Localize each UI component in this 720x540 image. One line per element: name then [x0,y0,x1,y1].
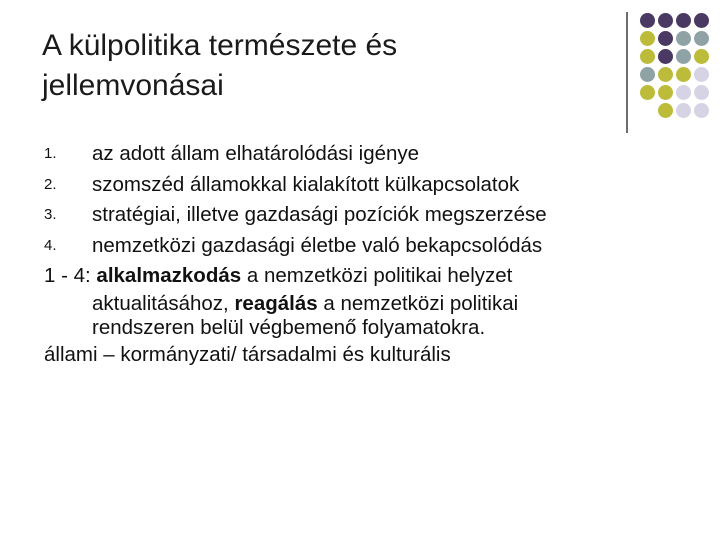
summary-prefix: 1 - 4: [44,264,97,287]
list-item-number: 2. [44,175,57,193]
decorative-dot [640,85,655,100]
decorative-dot [658,85,673,100]
list-item-text: szomszéd államokkal kialakított külkapcsolatok [92,172,520,196]
decorative-dot [658,31,673,46]
decorative-dot [694,31,709,46]
summary-bold-reaction: reagálás [234,291,318,315]
list-item [44,139,714,170]
decorative-dot [676,13,691,28]
summary-bold-adaptation: alkalmazkodás [96,264,242,287]
slide-title [42,26,602,106]
decorative-dot [676,49,691,64]
decorative-dot [694,85,709,100]
list-item-text: stratégiai, illetve gazdasági pozíciók megszerzése [92,203,547,226]
decorative-dot [640,13,655,28]
final-line: állami – kormányzati/ társadalmi és kulturális [44,342,451,366]
decorative-dot [658,67,673,82]
slide-title-line-1: A külpolitika természete és [42,29,398,62]
summary-line-1 [44,261,714,292]
summary-paragraph [44,261,714,340]
summary-line-2 [92,292,714,316]
decorative-dot [694,67,709,82]
decorative-dot [658,13,673,28]
summary-line-3: rendszeren belül végbemenő folyamatokra. [92,315,486,339]
list-item [44,170,714,201]
slide-title-line-2: jellemvonásai [42,69,224,102]
decorative-dot [676,31,691,46]
slide-body [44,139,714,370]
decorative-dot [694,49,709,64]
list-item-text: nemzetközi gazdasági életbe való bekapcsolódás [92,233,543,257]
decorative-dot [658,103,673,118]
list-item-number: 3. [44,206,57,223]
decorative-dot [694,103,709,118]
decorative-dot [640,31,655,46]
decorative-dot [640,49,655,64]
decorative-dot [694,13,709,28]
decorative-dot [676,67,691,82]
decorative-divider [626,12,628,133]
list-item [44,200,714,231]
decorative-dot [640,67,655,82]
decorative-dot [658,49,673,64]
summary-line-1-rest: a nemzetközi politikai helyzet [241,264,513,287]
list-item-number: 4. [44,236,57,254]
decorative-dot [676,103,691,118]
decorative-dot-grid [640,13,720,113]
list-item-number: 1. [44,145,57,162]
summary-line-2-pre: aktualitásához, [92,291,235,315]
list-item [44,231,714,262]
summary-line-2-post: a nemzetközi politikai [317,291,519,315]
list-item-text: az adott állam elhatárolódási igénye [92,142,420,165]
decorative-dot [676,85,691,100]
